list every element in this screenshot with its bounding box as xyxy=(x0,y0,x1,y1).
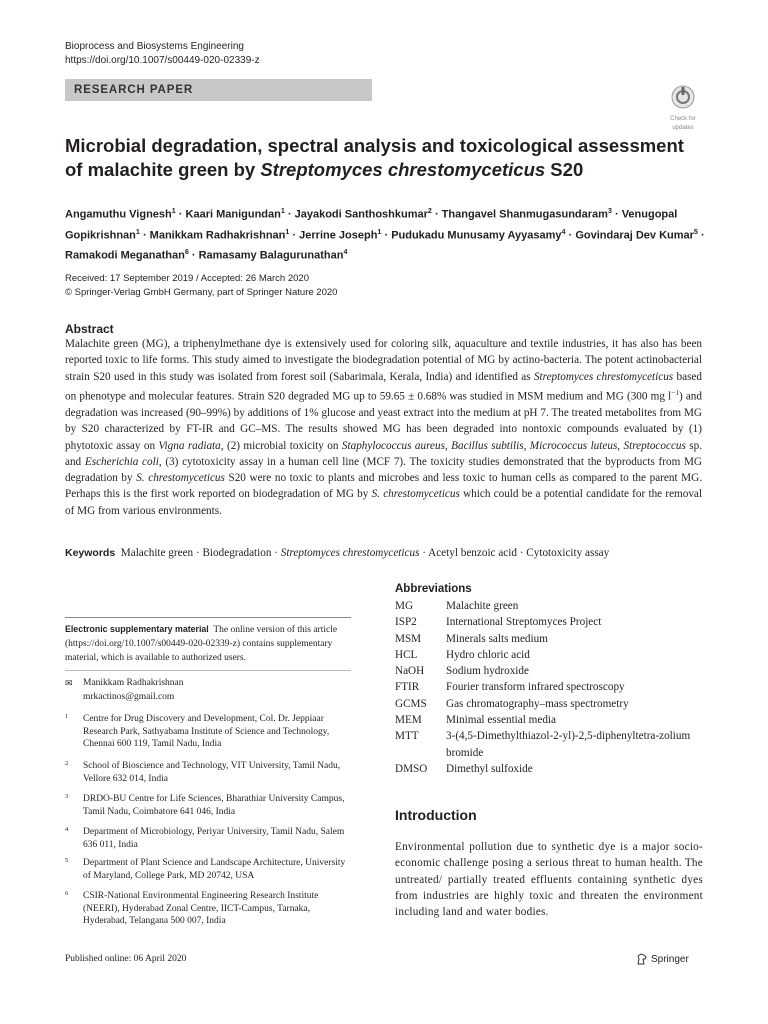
author-name[interactable]: Jayakodi Santhoshkumar xyxy=(294,208,428,221)
author-affiliation-marker: 1 xyxy=(377,227,382,236)
abbreviation-key: MSM xyxy=(395,632,422,645)
abbreviation-key: ISP2 xyxy=(395,616,417,629)
contact-email[interactable]: mrkactinos@gmail.com xyxy=(83,692,175,702)
supplementary-note: Electronic supplementary material The online version of this article (https://doi.org/10.1007/s00449-020-02339-z) contains supplementary material, which is available to authorized users. xyxy=(65,624,338,663)
abbreviation-value: International Streptomyces Project xyxy=(446,616,602,629)
abbreviation-row xyxy=(395,631,715,647)
abbreviation-value: Minimal essential media xyxy=(446,714,556,727)
keywords-label: Keywords xyxy=(65,547,116,559)
abbreviation-key: GCMS xyxy=(395,697,427,710)
affiliation-number: 2 xyxy=(65,760,69,767)
affiliation-item xyxy=(65,857,355,882)
abbreviation-key: MG xyxy=(395,600,414,612)
published-date: Published online: 06 April 2020 xyxy=(65,954,187,964)
received-accepted: Received: 17 September 2019 / Accepted: 26 March 2020 xyxy=(65,273,309,284)
abbreviation-value: Fourier transform infrared spectroscopy xyxy=(446,681,625,694)
author-name[interactable]: Venugopal Gopikrishnan xyxy=(65,208,678,242)
article-type-banner xyxy=(65,79,372,101)
journal-header xyxy=(65,40,260,68)
affiliation-item xyxy=(65,760,355,785)
abbreviation-key: NaOH xyxy=(395,665,425,678)
author-affiliation-marker: 6 xyxy=(184,248,189,257)
abbreviation-value: Minerals salts medium xyxy=(446,632,548,645)
abbreviation-value: 3-(4,5-Dimethylthiazol-2-yl)-2,5-diphenyltetra-zolium bromide xyxy=(446,730,691,759)
publisher-logo xyxy=(636,953,689,965)
article-title: Microbial degradation, spectral analysis and toxicological assessment of malachite green by Streptomyces chrestomyceticus S20 xyxy=(65,135,684,180)
journal-name: Bioprocess and Biosystems Engineering xyxy=(65,41,244,52)
author-affiliation-marker: 3 xyxy=(607,207,612,215)
affiliation-number: 4 xyxy=(65,826,69,833)
abbreviation-row xyxy=(395,761,715,777)
abbreviation-value: Hydro chloric acid xyxy=(446,648,530,661)
divider xyxy=(65,617,351,618)
author-name[interactable]: Thangavel Shanmugasundaram xyxy=(441,208,608,221)
abbreviation-value: Sodium hydroxide xyxy=(446,665,529,678)
affiliation-text: CSIR-National Environmental Engineering Research Institute (NEERI), Hyderabad Zonal Centre, IICT-Campus, Tarnaka, Hyderabad, Telangana 500 007, India xyxy=(83,891,319,926)
abstract-heading: Abstract xyxy=(65,322,114,336)
affiliation-text: School of Bioscience and Technology, VIT University, Tamil Nadu, Vellore 632 014, India xyxy=(83,761,341,784)
contact-name: Manikkam Radhakrishnan xyxy=(83,678,184,688)
check-updates-icon xyxy=(671,85,695,109)
abbreviation-value: Gas chromatography–mass spectrometry xyxy=(446,697,629,710)
abbreviations-list xyxy=(395,598,715,777)
affiliation-item xyxy=(65,793,355,818)
abbreviation-row xyxy=(395,663,715,679)
check-for-updates-badge[interactable] xyxy=(663,85,703,131)
abbreviation-key: DMSO xyxy=(395,762,428,775)
author-name[interactable]: Ramasamy Balagurunathan xyxy=(198,249,344,262)
author-affiliation-marker: 1 xyxy=(285,227,290,236)
author-name[interactable]: Kaari Manigundan xyxy=(185,208,281,221)
affiliation-text: Department of Plant Science and Landscape Architecture, University of Maryland, College Park, MD 20742, USA xyxy=(83,858,346,881)
publisher-name: Springer xyxy=(651,953,689,965)
affiliation-number: 5 xyxy=(65,857,69,864)
affiliation-text: Department of Microbiology, Periyar University, Tamil Nadu, Salem 636 011, India xyxy=(83,827,345,850)
keywords: Keywords Malachite green · Biodegradation · Streptomyces chrestomyceticus · Acetyl benzoic acid · Cytotoxicity assay xyxy=(65,547,610,559)
affiliation-item xyxy=(65,826,355,851)
springer-horse-icon xyxy=(636,953,648,965)
author-affiliation-marker: 4 xyxy=(561,227,566,236)
abbreviation-key: MEM xyxy=(395,714,422,727)
abbreviation-row xyxy=(395,614,715,630)
abbreviation-row xyxy=(395,647,715,663)
affiliation-number: 1 xyxy=(65,713,69,720)
author-affiliation-marker: 1 xyxy=(171,207,176,215)
article-type-label: RESEARCH PAPER xyxy=(74,84,194,96)
abbreviation-key: HCL xyxy=(395,648,418,661)
esm-label: Electronic supplementary material xyxy=(65,624,209,634)
affiliation-text: DRDO-BU Centre for Life Sciences, Bharathiar University Campus, Tamil Nadu, Coimbatore 641 046, India xyxy=(83,794,345,817)
envelope-icon: ✉ xyxy=(65,678,73,688)
author-list: Angamuthu Vignesh$^1$ · Kaari Manigundan$^1$ · Jayakodi Santhoshkumar$^2$ · Thangavel Shanmugasundaram$^3$ · Venugopal Gopikrishnan$^1$ · Manikkam Radhakrishnan$^1$ · Jerrine Joseph$^1$ · Pudukadu Munusamy Ayyasamy$^4$ · Govindaraj Dev Kumar$^5$ · Ramakodi Meganathan$^6$ · Ramasamy Balagurunathan$^4$ xyxy=(65,207,705,262)
introduction-text: Environmental pollution due to synthetic dye is a major socio-economic challenge posing a serious threat to human health. The untreated/ partially treated effluents containing synthetic dyes from industries are highly toxic and threaten the environment including land and water bodies. xyxy=(395,841,703,919)
abstract-text: Malachite green (MG), a triphenylmethane dye is extensively used for coloring silk, aquaculture and textile industries, it has also has been reported toxic to life forms. This study aimed to investigate the biodegradation potential of MG by actino-bacteria. The potent actinobacterial strain S20 used in this study was isolated from forest soil (Sabarimala, Kerala, India) and identified as Streptomyces chrestomyceticus based on phenotype and molecular features. Strain S20 degraded MG up to 59.65 ± 0.68% was studied in MSM medium and MG (300 mg $l^{-1}$) and degradation was increased (90–99%) by additions of 1% glucose and yeast extract into the medium at pH 7. The treated metabolites from MG by S20 characterized by FT-IR and GC–MS. The results showed MG has been degraded into nontoxic compounds evaluated by (1) phytotoxic assay on Vigna radiata, (2) microbial toxicity on Staphylococcus aureus, Bacillus subtilis, Micrococcus luteus, Streptococcus sp. and Escherichia coli, (3) cytotoxicity assay in a human cell line (MCF 7). The toxicity studies demonstrated that the byproducts from MG degradation by S. chrestomyceticus S20 were no toxic to plants and microbes and less toxic to human cells as compared to the parent MG. Perhaps this is the first work reported on biodegradation of MG by S. chrestomyceticus which could be a potential candidate for the removal of MG from various environments. xyxy=(65,338,703,517)
abbreviations-heading: Abbreviations xyxy=(395,583,472,595)
affiliation-item xyxy=(65,890,355,928)
affiliation-item xyxy=(65,713,355,751)
corresponding-author xyxy=(65,676,184,704)
author-affiliation-marker: 5 xyxy=(693,227,698,236)
author-name[interactable]: Govindaraj Dev Kumar xyxy=(575,229,694,242)
author-affiliation-marker: 1 xyxy=(280,207,285,215)
abbreviation-row xyxy=(395,696,715,712)
badge-line2: updates xyxy=(672,125,694,131)
abbreviation-row xyxy=(395,712,715,728)
author-affiliation-marker: 4 xyxy=(343,248,348,257)
author-affiliation-marker: 2 xyxy=(427,207,432,215)
affiliation-text: Centre for Drug Discovery and Development, Col. Dr. Jeppiaar Research Park, Sathyabama Institute of Science and Technology, Chennai 600 119, Tamil Nadu, India xyxy=(83,714,330,749)
copyright: © Springer-Verlag GmbH Germany, part of Springer Nature 2020 xyxy=(65,287,338,298)
affiliation-number: 6 xyxy=(65,890,69,897)
dates-block xyxy=(65,272,337,300)
author-name[interactable]: Jerrine Joseph xyxy=(299,229,378,242)
author-name[interactable]: Manikkam Radhakrishnan xyxy=(149,229,286,242)
author-affiliation-marker: 1 xyxy=(135,227,140,236)
divider xyxy=(65,670,351,671)
author-name[interactable]: Ramakodi Meganathan xyxy=(65,249,185,262)
abbreviation-row xyxy=(395,728,715,761)
abbreviation-key: MTT xyxy=(395,730,419,743)
author-name[interactable]: Pudukadu Munusamy Ayyasamy xyxy=(391,229,562,242)
author-name[interactable]: Angamuthu Vignesh xyxy=(65,208,172,221)
abbreviation-row xyxy=(395,679,715,695)
abbreviation-key: FTIR xyxy=(395,681,420,694)
abbreviation-value: Dimethyl sulfoxide xyxy=(446,762,533,775)
introduction-heading: Introduction xyxy=(395,807,477,823)
badge-line1: Check for xyxy=(670,116,696,122)
doi-link[interactable]: https://doi.org/10.1007/s00449-020-02339-z xyxy=(65,55,260,66)
abbreviation-row xyxy=(395,598,715,614)
abbreviation-value: Malachite green xyxy=(446,600,519,612)
affiliation-number: 3 xyxy=(65,793,69,800)
